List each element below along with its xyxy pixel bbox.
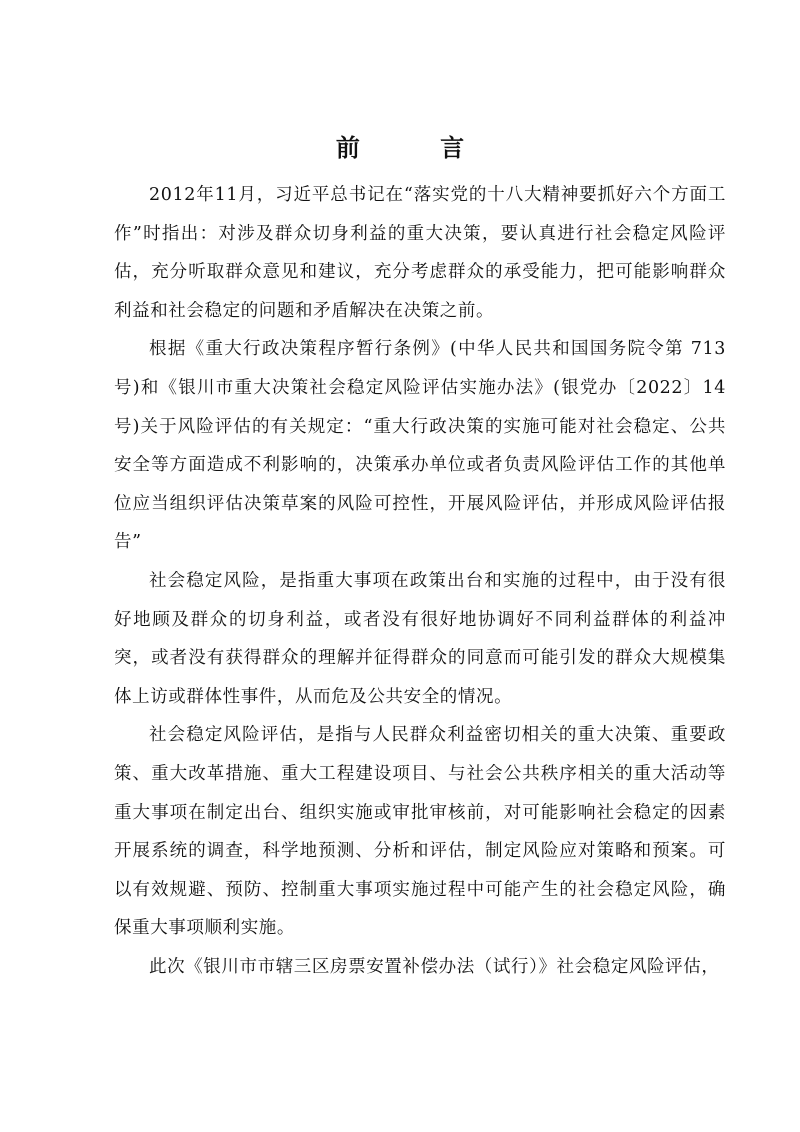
paragraph-1: 2012年11月，习近平总书记在“落实党的十八大精神要抓好六个方面工作”时指出：对涉及群众切身利益的重大决策，要认真进行社会稳定风险评估，充分听取群众意见和建议，充分考虑群众的承受能力，把可能影响群众利益和社会稳定的问题和矛盾解决在决策之前。 [114,185,726,321]
paragraph-2: 根据《重大行政决策程序暂行条例》(中华人民共和国国务院令第 713号)和《银川市重大决策社会稳定风险评估实施办法》(银党办〔2022〕14号)关于风险评估的有关规定：“重大行政决策的实施可能对社会稳定、公共安全等方面造成不利影响的，决策承办单位或者负责风险评估工作的其他单位应当组织评估决策草案的风险可控性，开展风险评估，并形成风险评估报告” [114,339,726,553]
page-title: 前 言 [335,133,501,162]
paragraph-3: 社会稳定风险，是指重大事项在政策出台和实施的过程中，由于没有很好地顾及群众的切身利益，或者没有很好地协调好不同利益群体的利益冲突，或者没有获得群众的理解并征得群众的同意而可能引发的群众大规模集体上访或群体性事件，从而危及公共安全的情况。 [114,570,726,707]
paragraph-4: 社会稳定风险评估，是指与人民群众利益密切相关的重大决策、重要政策、重大改革措施、重大工程建设项目、与社会公共秩序相关的重大活动等重大事项在制定出台、组织实施或审批审核前，对可能影响社会稳定的因素开展系统的调查，科学地预测、分析和评估，制定风险应对策略和预案。可以有效规避、预防、控制重大事项实施过程中可能产生的社会稳定风险，确保重大事项顺利实施。 [114,725,726,939]
paragraph-5: 此次《银川市市辖三区房票安置补偿办法（试行）》社会稳定风险评估， [149,956,720,977]
body-text [114,176,726,986]
